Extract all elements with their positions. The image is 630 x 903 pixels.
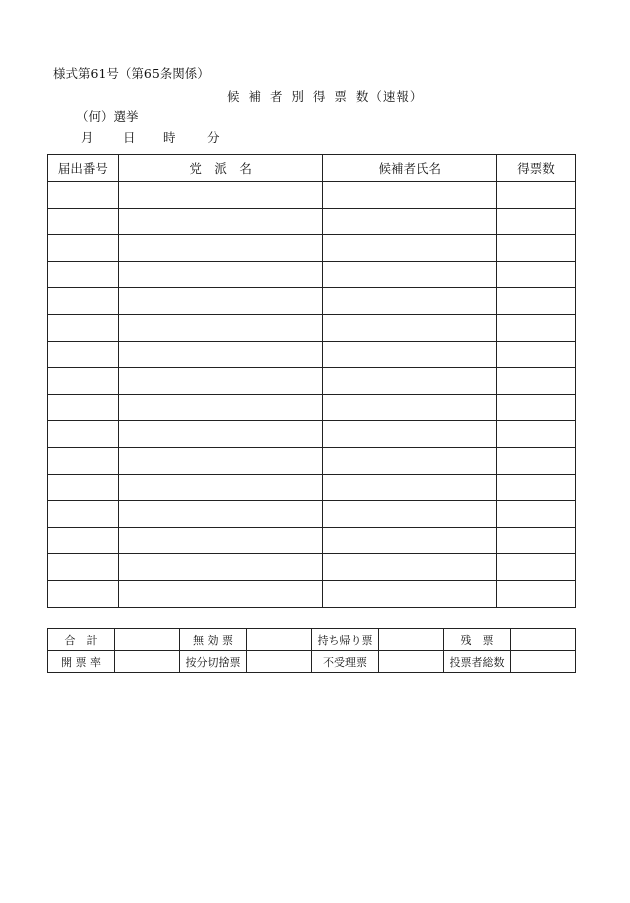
summary-label-invalid-votes: 無 効 票 [180,629,247,651]
table-cell[interactable] [497,580,576,607]
table-cell[interactable] [48,394,119,421]
table-cell[interactable] [323,394,497,421]
month-label: 月 [81,130,94,145]
day-label: 日 [122,130,136,145]
summary-value-cell[interactable] [247,651,312,673]
header-party-name: 党 派 名 [118,155,323,182]
summary-value-cell[interactable] [511,629,576,651]
table-cell[interactable] [497,474,576,501]
summary-row [48,629,576,651]
minute-label: 分 [206,130,220,145]
summary-value-cell[interactable] [115,629,180,651]
header-filing-number: 届出番号 [48,155,119,182]
table-row [48,421,576,448]
table-cell[interactable] [118,447,323,474]
table-cell[interactable] [48,341,119,368]
summary-value-cell[interactable] [379,651,444,673]
table-cell[interactable] [118,580,323,607]
table-cell[interactable] [323,501,497,528]
table-cell[interactable] [48,527,119,554]
table-cell[interactable] [323,447,497,474]
table-cell[interactable] [497,421,576,448]
table-cell[interactable] [323,182,497,209]
table-row [48,182,576,209]
table-row [48,501,576,528]
table-cell[interactable] [48,261,119,288]
table-row [48,341,576,368]
table-cell[interactable] [118,341,323,368]
table-cell[interactable] [497,341,576,368]
summary-value-cell[interactable] [247,629,312,651]
table-cell[interactable] [48,368,119,395]
table-cell[interactable] [497,314,576,341]
table-row [48,288,576,315]
table-cell[interactable] [118,527,323,554]
table-cell[interactable] [118,421,323,448]
table-row [48,314,576,341]
table-cell[interactable] [118,235,323,262]
summary-label-taken-home: 持ち帰り票 [312,629,379,651]
summary-label-counting-rate: 開 票 率 [48,651,115,673]
table-cell[interactable] [497,261,576,288]
table-cell[interactable] [323,474,497,501]
table-cell[interactable] [118,501,323,528]
table-cell[interactable] [118,261,323,288]
summary-value-cell[interactable] [511,651,576,673]
summary-value-cell[interactable] [379,629,444,651]
table-cell[interactable] [323,208,497,235]
table-cell[interactable] [48,421,119,448]
table-cell[interactable] [118,394,323,421]
header-vote-count: 得票数 [497,155,576,182]
table-cell[interactable] [323,580,497,607]
table-cell[interactable] [497,235,576,262]
table-cell[interactable] [48,208,119,235]
form-label: 様式第61号（第65条関係） [53,66,210,81]
table-header-row [48,155,576,182]
table-cell[interactable] [497,288,576,315]
table-cell[interactable] [497,554,576,581]
table-cell[interactable] [323,554,497,581]
table-cell[interactable] [497,208,576,235]
table-cell[interactable] [497,182,576,209]
table-cell[interactable] [497,501,576,528]
table-cell[interactable] [323,314,497,341]
summary-table [47,628,576,673]
table-row [48,368,576,395]
table-cell[interactable] [48,474,119,501]
table-cell[interactable] [323,341,497,368]
table-cell[interactable] [48,235,119,262]
table-cell[interactable] [118,182,323,209]
document-title: 候 補 者 別 得 票 数（速報） [227,89,424,104]
table-cell[interactable] [497,527,576,554]
table-row [48,261,576,288]
table-cell[interactable] [323,235,497,262]
summary-label-not-accepted: 不受理票 [312,651,379,673]
table-cell[interactable] [118,314,323,341]
summary-label-proportional-truncated: 按分切捨票 [180,651,247,673]
table-cell[interactable] [48,314,119,341]
summary-label-remaining: 残 票 [444,629,511,651]
summary-label-total-voters: 投票者総数 [444,651,511,673]
summary-value-cell[interactable] [115,651,180,673]
table-row [48,474,576,501]
table-cell[interactable] [323,527,497,554]
table-cell[interactable] [48,554,119,581]
table-cell[interactable] [48,182,119,209]
table-cell[interactable] [118,208,323,235]
table-cell[interactable] [48,288,119,315]
table-cell[interactable] [497,447,576,474]
hour-label: 時 [162,130,176,145]
summary-label-total: 合 計 [48,629,115,651]
table-cell[interactable] [497,394,576,421]
table-cell[interactable] [118,554,323,581]
table-row [48,554,576,581]
table-row [48,580,576,607]
candidate-votes-table [47,154,576,608]
table-cell[interactable] [323,261,497,288]
table-cell[interactable] [323,368,497,395]
table-row [48,394,576,421]
table-row [48,527,576,554]
header-candidate-name: 候補者氏名 [323,155,497,182]
table-cell[interactable] [118,288,323,315]
datetime-line [81,128,219,146]
table-row [48,447,576,474]
summary-row [48,651,576,673]
table-cell[interactable] [48,580,119,607]
table-cell[interactable] [118,474,323,501]
table-cell[interactable] [323,288,497,315]
table-cell[interactable] [118,368,323,395]
table-cell[interactable] [48,447,119,474]
table-cell[interactable] [48,501,119,528]
election-name: （何）選挙 [76,109,139,124]
table-cell[interactable] [497,368,576,395]
table-row [48,235,576,262]
table-row [48,208,576,235]
table-cell[interactable] [323,421,497,448]
